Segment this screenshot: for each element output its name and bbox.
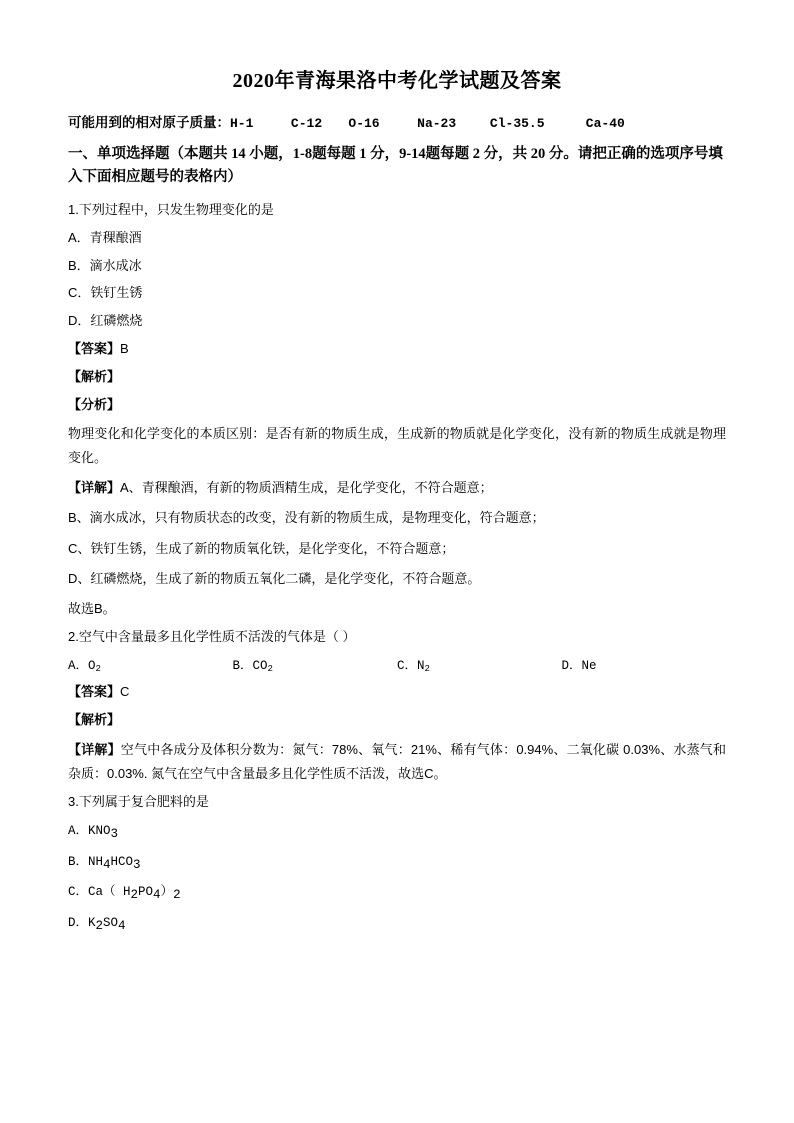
answer-tag: 【答案】: [68, 340, 121, 356]
question-1-fenxi-text: 物理变化和化学变化的本质区别：是否有新的物质生成，生成新的物质就是化学变化，没有新的物质生成就是物理变化。: [68, 426, 726, 466]
question-2-detail: [68, 738, 726, 786]
question-1-stem: 1.下列过程中，只发生物理变化的是: [68, 201, 274, 217]
question-2-option-c: C．$N_2$: [397, 659, 430, 675]
analysis-tag: 【解析】: [68, 712, 121, 728]
question-3-option-c: C．Ca（ $H_2PO_4)_2$: [68, 885, 181, 903]
question-3-option-b: B．$NH_4HCO_3$: [68, 854, 141, 872]
detail-text: 空气中各成分及体积分数为：氮气：78%、氧气：21%、稀有气体：0.94%、二氧化碳 0.03%、水蒸气和杂质：0.03%. 氮气在空气中含量最多且化学性质不活泼，故选C。: [68, 742, 726, 782]
question-1-detail-d: D、红磷燃烧，生成了新的物质五氧化二磷，是化学变化，不符合题意。: [68, 570, 481, 586]
detail-tag: 【详解】: [68, 742, 121, 758]
atomic-mass-h: H-1: [230, 116, 254, 131]
question-3-option-d: D．$K_2SO_4$: [68, 916, 126, 933]
atomic-mass-ca: Ca-40: [585, 116, 625, 131]
atomic-mass-line: [68, 111, 726, 131]
question-1-option-c: C．铁钉生锈: [68, 285, 143, 301]
page-title: 2020年青海果洛中考化学试题及答案: [232, 70, 562, 92]
question-3-stem: 3.下列属于复合肥料的是: [68, 794, 209, 810]
answer-value: B: [120, 340, 129, 356]
question-2-analysis-tag: [68, 710, 726, 731]
question-1-answer: [68, 339, 726, 360]
question-2-option-b: B．$CO_2$: [232, 659, 273, 675]
atomic-mass-na: Na-23: [417, 116, 457, 131]
question-2-option-d: D．Ne: [561, 659, 597, 674]
atomic-mass-label: 可能用到的相对原子质量：: [68, 115, 230, 130]
question-1-option-b: B．滴水成冰: [68, 257, 142, 273]
question-1-detail-a: [68, 476, 726, 500]
question-3-option-a: A．$KNO_3$: [68, 823, 119, 841]
question-1-analysis-tag: [68, 367, 726, 388]
analysis-tag: 【解析】: [68, 368, 121, 384]
question-2-stem: 2.空气中含量最多且化学性质不活泼的气体是（ ）: [68, 628, 356, 644]
question-1-fenxi-tag: [68, 395, 726, 416]
question-2-answer: [68, 682, 726, 703]
section-heading: 一、单项选择题（本题共 14 小题，1-8题每题 1 分，9-14题每题 2 分，共 20 分。请把正确的选项序号填入下面相应题号的表格内）: [68, 146, 723, 186]
detail-text: A、青稞酿酒，有新的物质酒精生成，是化学变化，不符合题意；: [120, 480, 493, 496]
fenxi-tag: 【分析】: [68, 396, 121, 412]
question-1-option-a: A．青稞酿酒: [68, 229, 142, 245]
question-2-option-a: A．$O_2$: [68, 659, 101, 675]
atomic-mass-c: C-12: [290, 116, 323, 131]
question-2-options: [68, 655, 726, 674]
detail-tag: 【详解】: [68, 480, 121, 496]
answer-tag: 【答案】: [68, 684, 121, 700]
question-1-conclusion: 故选B。: [68, 600, 116, 616]
question-1-detail-b: B、滴水成冰，只有物质状态的改变，没有新的物质生成，是物理变化，符合题意；: [68, 510, 545, 526]
question-1-detail-c: C、铁钉生锈，生成了新的物质氧化铁，是化学变化，不符合题意；: [68, 540, 455, 556]
atomic-mass-cl: Cl-35.5: [489, 116, 545, 131]
question-1-option-d: D．红磷燃烧: [68, 313, 143, 329]
atomic-mass-o: O-16: [348, 116, 380, 131]
answer-value: C: [120, 684, 130, 700]
